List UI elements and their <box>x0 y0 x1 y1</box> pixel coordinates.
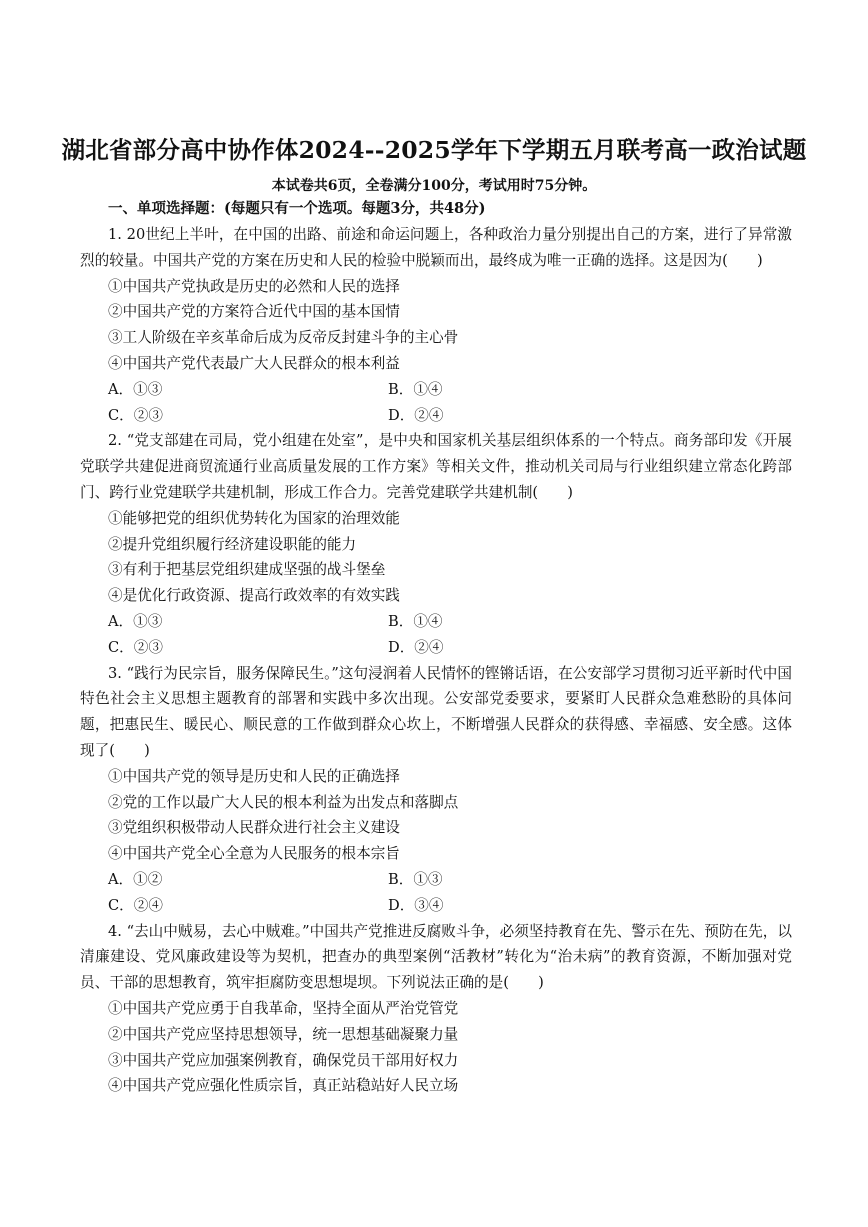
statement-option: ④中国共产党代表最广大人民群众的根本利益 <box>108 354 400 372</box>
answer-choice-d: D．②④ <box>388 638 444 656</box>
answer-choice-b: B．①③ <box>388 870 443 888</box>
statement-option: ③党组织积极带动人民群众进行社会主义建设 <box>108 819 400 837</box>
answer-row <box>80 609 792 635</box>
statement-option: ④中国共产党全心全意为人民服务的根本宗旨 <box>108 845 400 863</box>
question-stem: 1. 20世纪上半叶，在中国的出路、前途和命运问题上，各种政治力量分别提出自己的方案，进行了异常激烈的较量。中国共产党的方案在历史和人民的检验中脱颖而出，最终成为唯一正确的选择。这是因为( ) <box>80 226 792 269</box>
statement-option: ③工人阶级在辛亥革命后成为反帝反封建斗争的主心骨 <box>108 329 459 347</box>
statement-option: ④中国共产党应强化性质宗旨，真正站稳站好人民立场 <box>108 1077 459 1095</box>
answer-choice-a: A．①③ <box>108 380 163 398</box>
question-stem: 4. “去山中贼易，去心中贼难。”中国共产党推进反腐败斗争，必须坚持教育在先、警示在先、预防在先，以清廉建设、党风廉政建设等为契机，把查办的典型案例“活教材”转化为“治未病”的教育资源，不断加强对党员、干部的思想教育，筑牢拒腐防变思想堤坝。下列说法正确的是( ) <box>80 922 792 992</box>
statement-option: ①中国共产党应勇于自我革命，坚持全面从严治党管党 <box>108 999 459 1017</box>
statement-option: ①中国共产党的领导是历史和人民的正确选择 <box>108 767 400 785</box>
answer-row <box>80 867 792 893</box>
exam-info: 本试卷共6页，全卷满分100分，考试用时75分钟。 <box>271 178 597 194</box>
answer-row <box>80 403 792 429</box>
page-title: 湖北省部分高中协作体2024--2025学年下学期五月联考高一政治试题 <box>61 136 807 164</box>
question-3 <box>80 661 792 919</box>
question-1 <box>80 222 792 428</box>
answer-row <box>80 377 792 403</box>
statement-option: ④是优化行政资源、提高行政效率的有效实践 <box>108 587 400 605</box>
answer-choice-c: C．②③ <box>108 638 163 656</box>
question-2 <box>80 428 792 660</box>
statement-option: ②党的工作以最广大人民的根本利益为出发点和落脚点 <box>108 793 459 811</box>
question-list <box>80 222 792 1099</box>
section-heading: 一、单项选择题：(每题只有一个选项。每题3分，共48分) <box>108 200 486 217</box>
statement-option: ①能够把党的组织优势转化为国家的治理效能 <box>108 509 400 527</box>
answer-choice-b: B．①④ <box>388 612 443 630</box>
answer-choice-d: D．②④ <box>388 406 444 424</box>
statement-option: ①中国共产党执政是历史的必然和人民的选择 <box>108 277 400 295</box>
answer-choice-d: D．③④ <box>388 896 444 914</box>
question-stem: 2. “党支部建在司局，党小组建在处室”，是中央和国家机关基层组织体系的一个特点。商务部印发《开展党联学共建促进商贸流通行业高质量发展的工作方案》等相关文件，推动机关司局与行业组织建立常态化跨部门、跨行业党建联学共建机制，形成工作合力。完善党建联学共建机制( ) <box>80 432 792 501</box>
answer-choice-b: B．①④ <box>388 380 443 398</box>
question-stem: 3. “践行为民宗旨，服务保障民生。”这句浸润着人民情怀的铿锵话语，在公安部学习贯彻习近平新时代中国特色社会主义思想主题教育的部署和实践中多次出现。公安部党委要求，要紧盯人民群众急难愁盼的具体问题，把惠民生、暖民心、顺民意的工作做到群众心坎上，不断增强人民群众的获得感、幸福感、安全感。这体现了( ) <box>80 664 792 759</box>
answer-choice-a: A．①③ <box>108 612 163 630</box>
statement-option: ②中国共产党的方案符合近代中国的基本国情 <box>108 303 400 321</box>
question-4 <box>80 919 792 1100</box>
statement-option: ②提升党组织履行经济建设职能的能力 <box>108 535 357 553</box>
statement-option: ②中国共产党应坚持思想领导，统一思想基础凝聚力量 <box>108 1025 459 1043</box>
answer-row <box>80 635 792 661</box>
answer-choice-c: C．②③ <box>108 406 163 424</box>
statement-option: ③中国共产党应加强案例教育，确保党员干部用好权力 <box>108 1051 459 1069</box>
answer-choice-a: A．①② <box>108 870 163 888</box>
answer-row <box>80 893 792 919</box>
statement-option: ③有利于把基层党组织建成坚强的战斗堡垒 <box>108 561 386 579</box>
answer-choice-c: C．②④ <box>108 896 163 914</box>
